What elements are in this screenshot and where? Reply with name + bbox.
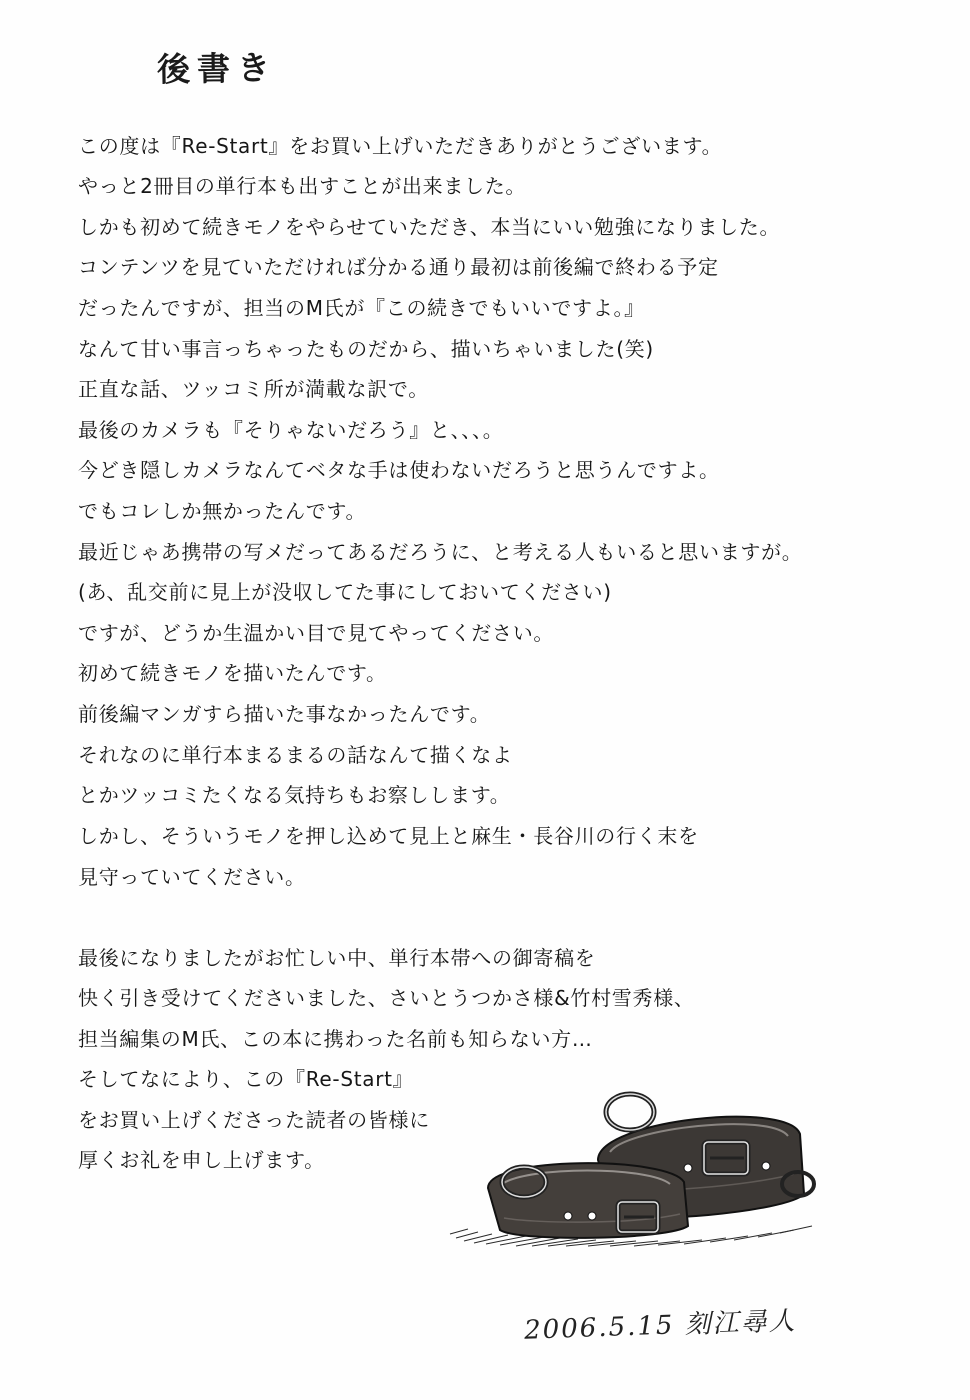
text-line: 初めて続きモノを描いたんです。	[78, 661, 387, 685]
text-line: やっと2冊目の単行本も出すことが出来ました。	[78, 174, 527, 198]
afterword-title: 後書き	[156, 47, 278, 90]
text-line: だったんですが、担当のM氏が『この続きでもいいですよ。』	[78, 296, 645, 320]
collar-left-icon	[488, 1163, 688, 1238]
text-line: 最近じゃあ携帯の写メだってあるだろうに、と考える人もいると思いますが。	[78, 540, 803, 564]
text-line: 担当編集のM氏、この本に携わった名前も知らない方…	[78, 1027, 593, 1051]
text-line: (あ、乱交前に見上が没収してた事にしておいてください)	[78, 580, 612, 604]
text-line: 最後のカメラも『そりゃないだろう』と、、、。	[78, 418, 504, 442]
text-line: 快く引き受けてくださいました、さいとうつかさ様&竹村雪秀様、	[78, 986, 695, 1010]
text-line: 見守っていてください。	[78, 865, 306, 889]
text-line: をお買い上げくださった読者の皆様に	[78, 1108, 430, 1132]
text-line: なんて甘い事言っちゃったものだから、描いちゃいました(笑)	[78, 337, 654, 361]
leather-collars-drawing-icon	[448, 1090, 818, 1250]
text-line: 正直な話、ツッコミ所が満載な訳で。	[78, 377, 429, 401]
text-line: とかツッコミたくなる気持ちもお察しします。	[78, 783, 511, 807]
text-line: 今どき隠しカメラなんてベタな手は使わないだろうと思うんですよ。	[78, 458, 720, 482]
text-line: それなのに単行本まるまるの話なんて描くなよ	[78, 743, 513, 767]
text-line: 前後編マンガすら描いた事なかったんです。	[78, 702, 491, 726]
text-line: ですが、どうか生温かい目で見てやってください。	[78, 621, 555, 645]
text-line: この度は『Re-Start』をお買い上げいただきありがとうございます。	[78, 134, 723, 158]
text-line: そしてなにより、この『Re-Start』	[78, 1067, 414, 1091]
text-line: でもコレしか無かったんです。	[78, 499, 367, 523]
text-line: 厚くお礼を申し上げます。	[78, 1148, 325, 1172]
text-line: しかも初めて続きモノをやらせていただき、本当にいい勉強になりました。	[78, 215, 781, 239]
signature-date: 2006.5.15 刻江尋人	[523, 1306, 798, 1346]
text-line: しかし、そういうモノを押し込めて見上と麻生・長谷川の行く末を	[78, 824, 699, 848]
text-line: 最後になりましたがお忙しい中、単行本帯への御寄稿を	[78, 946, 596, 970]
text-line: コンテンツを見ていただければ分かる通り最初は前後編で終わる予定	[78, 255, 719, 279]
